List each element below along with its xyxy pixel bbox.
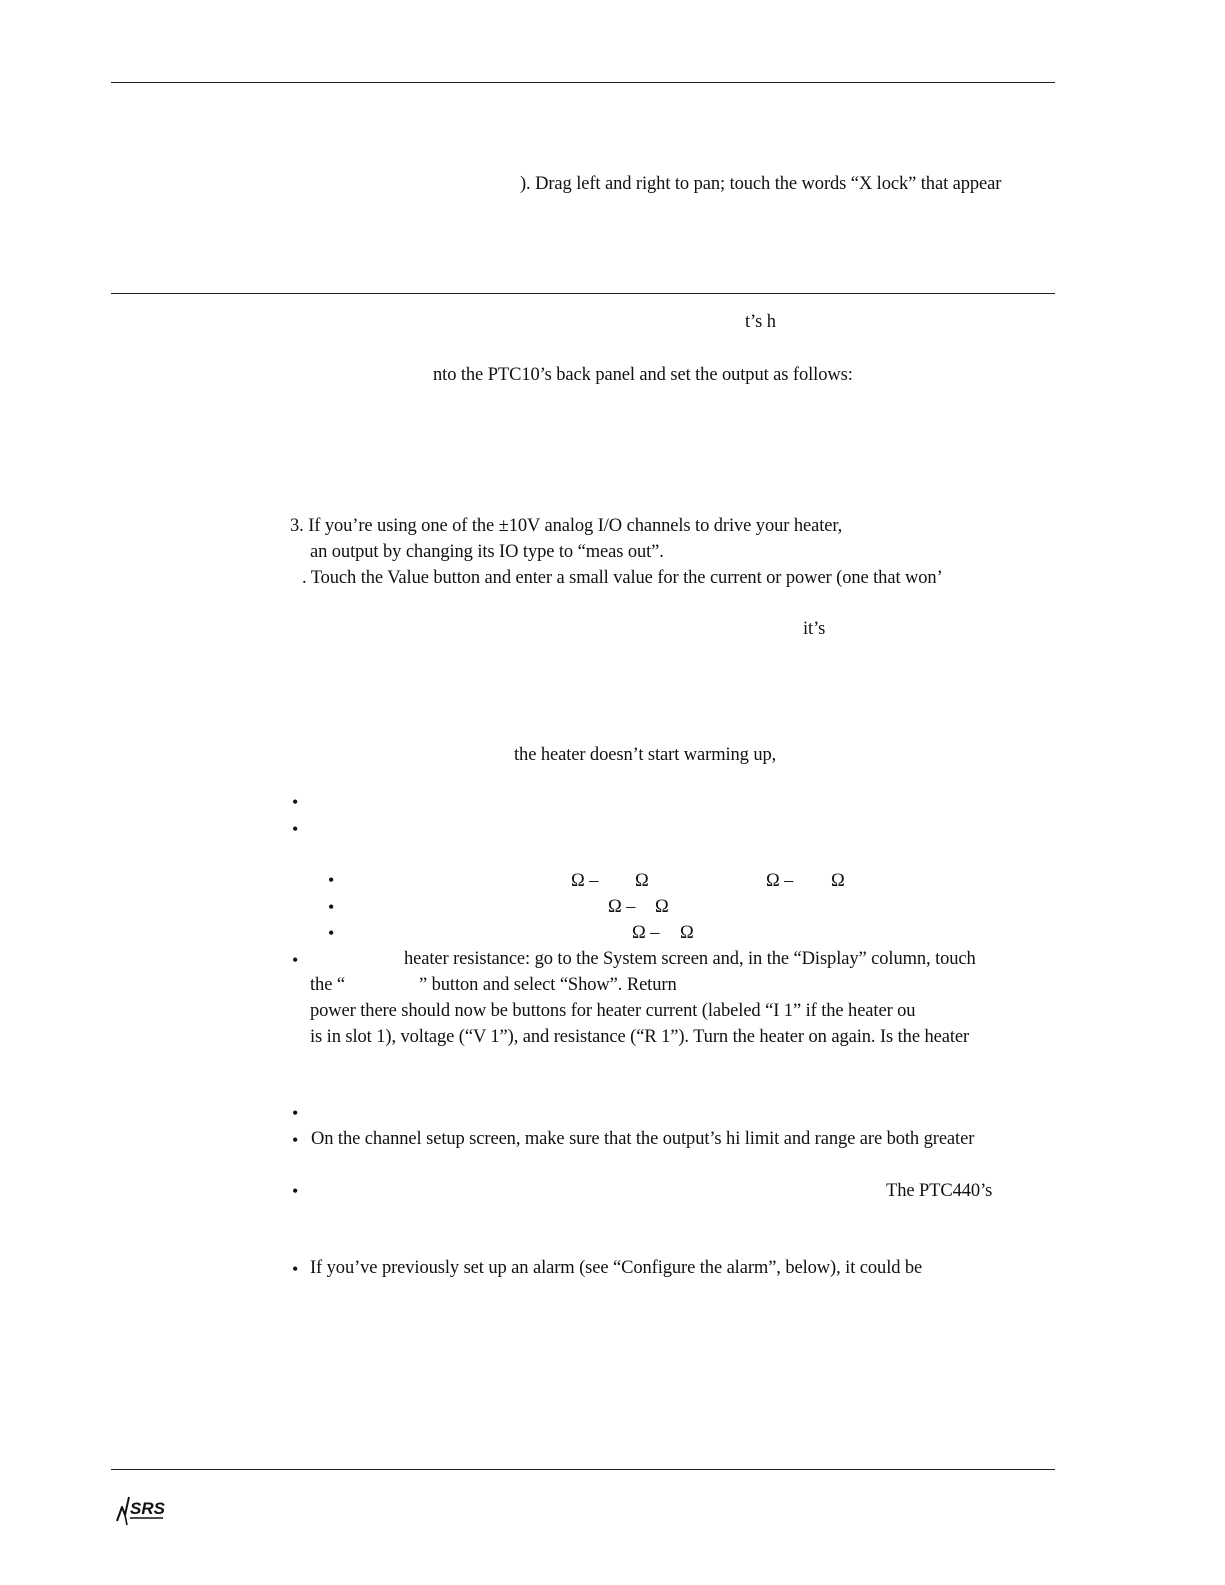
resistance-line-2b: ” button and select “Show”. Return <box>419 975 677 995</box>
text-heater-warm: the heater doesn’t start warming up, <box>514 745 777 765</box>
bullet: • <box>292 819 299 839</box>
bullet: • <box>292 950 299 970</box>
ohm-range: Ω – <box>608 897 636 917</box>
bullet: • <box>292 1103 299 1123</box>
text-fragment-tsh: t’s h <box>745 312 776 332</box>
sub-bullet: • <box>328 897 335 917</box>
logo-text: SRS <box>130 1499 165 1518</box>
resistance-line-2a: the “ <box>310 975 345 995</box>
hi-limit-line: On the channel setup screen, make sure that the output’s hi limit and range are both greater <box>311 1129 975 1149</box>
step-3-line-2: an output by changing its IO type to “meas out”. <box>310 542 664 562</box>
bullet: • <box>292 792 299 812</box>
sub-bullet: • <box>328 870 335 890</box>
bullet: • <box>292 1259 299 1279</box>
alarm-line: If you’ve previously set up an alarm (see “Configure the alarm”, below), it could be <box>310 1258 923 1278</box>
text-xlock: ). Drag left and right to pan; touch the words “X lock” that appear <box>520 174 1002 194</box>
bullet: • <box>292 1181 299 1201</box>
step-4-line-1: . Touch the Value button and enter a small value for the current or power (one that won’ <box>302 568 943 588</box>
ohm-range: Ω – <box>766 871 794 891</box>
ohm-range: Ω <box>680 923 694 943</box>
ptc440-fragment: The PTC440’s <box>886 1181 993 1201</box>
header-rule <box>111 82 1055 83</box>
resistance-line-4: is in slot 1), voltage (“V 1”), and resistance (“R 1”). Turn the heater on again. Is the heater <box>310 1027 970 1047</box>
ohm-range: Ω <box>635 871 649 891</box>
section-rule <box>111 293 1055 294</box>
sub-bullet: • <box>328 923 335 943</box>
resistance-line-3: power there should now be buttons for heater current (labeled “I 1” if the heater ou <box>310 1001 916 1021</box>
resistance-line-1: heater resistance: go to the System screen and, in the “Display” column, touch <box>404 949 976 969</box>
text-fragment-its: it’s <box>803 619 826 639</box>
step-3-line-1: 3. If you’re using one of the ±10V analog I/O channels to drive your heater, <box>290 516 843 536</box>
srs-logo <box>113 1493 173 1527</box>
text-back-panel: nto the PTC10’s back panel and set the output as follows: <box>433 365 853 385</box>
ohm-range: Ω <box>831 871 845 891</box>
footer-rule <box>111 1469 1055 1470</box>
ohm-range: Ω <box>655 897 669 917</box>
ohm-range: Ω – <box>571 871 599 891</box>
ohm-range: Ω – <box>632 923 660 943</box>
bullet: • <box>292 1130 299 1150</box>
